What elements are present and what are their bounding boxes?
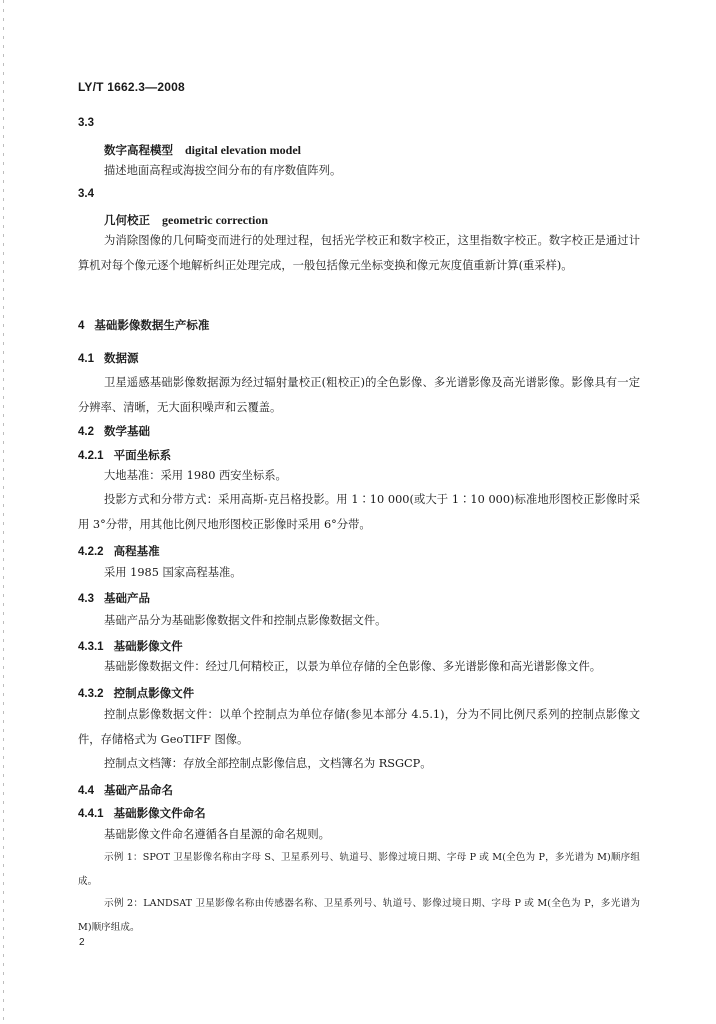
paragraph-4-3-2-file: 控制点影像数据文件：以单个控制点为单位存储(参见本部分 4.5.1)，分为不同比例尺系列的控制点影像文件，存储格式为 GeoTIFF 图像。 (78, 708, 640, 746)
section-heading-4-2: 4.2 数学基础 (78, 424, 150, 438)
example-2: 示例 2：LANDSAT 卫星影像名称由传感器名称、卫星系列号、轨道号、影像过境日期、字母 P 或 M(全色为 P，多光谱为 M)顺序组成。 (78, 898, 640, 933)
page-number: 2 (79, 937, 85, 948)
definition-3-4: 为消除图像的几何畸变而进行的处理过程，包括光学校正和数字校正，这里指数字校正。数字校正是通过计算机对每个像元逐个地解析纠正处理完成，一般包括像元坐标变换和像元灰度值重新计算(重采样)。 (78, 234, 640, 272)
paragraph-4-2-1-projection: 投影方式和分带方式：采用高斯-克吕格投影。用 1∶10 000(或大于 1∶10 000)标准地形图校正影像时采用 3°分带，用其他比例尺地形图校正影像时采用 6°分带。 (78, 493, 640, 531)
paragraph-4-1: 卫星遥感基础影像数据源为经过辐射量校正(粗校正)的全色影像、多光谱影像及高光谱影像。影像具有一定分辨率、清晰，无大面积噪声和云覆盖。 (78, 376, 640, 414)
example-1: 示例 1：SPOT 卫星影像名称由字母 S、卫星系列号、轨道号、影像过境日期、字母 P 或 M(全色为 P，多光谱为 M)顺序组成。 (78, 852, 640, 887)
term-zh: 几何校正 (104, 213, 150, 227)
section-heading-4-3-1: 4.3.1 基础影像文件 (78, 639, 183, 653)
paragraph-4-3-2-catalog: 控制点文档簿：存放全部控制点影像信息，文档簿名为 RSGCP。 (104, 757, 432, 770)
clause-number-3-4: 3.4 (78, 188, 94, 200)
standard-code-header: LY/T 1662.3—2008 (78, 80, 185, 94)
section-heading-4-2-2: 4.2.2 高程基准 (78, 544, 160, 558)
term-3-4 (104, 212, 268, 228)
clause-number-3-3: 3.3 (78, 117, 94, 129)
section-heading-4-4-1: 4.4.1 基础影像文件命名 (78, 806, 206, 820)
term-3-3 (104, 142, 301, 158)
term-zh: 数字高程模型 (104, 143, 173, 157)
section-heading-4-3: 4.3 基础产品 (78, 591, 150, 605)
section-heading-4-4: 4.4 基础产品命名 (78, 783, 173, 797)
definition-3-3: 描述地面高程或海拔空间分布的有序数值阵列。 (104, 164, 342, 177)
term-en: geometric correction (162, 213, 269, 227)
paragraph-4-4-1: 基础影像文件命名遵循各自星源的命名规则。 (104, 828, 330, 841)
paragraph-4-2-1-datum: 大地基准：采用 1980 西安坐标系。 (104, 469, 287, 482)
section-heading-4: 4 基础影像数据生产标准 (78, 318, 210, 332)
section-heading-4-1: 4.1 数据源 (78, 351, 139, 365)
paragraph-4-3-1: 基础影像数据文件：经过几何精校正，以景为单位存储的全色影像、多光谱影像和高光谱影像文件。 (104, 660, 602, 673)
paragraph-4-3: 基础产品分为基础影像数据文件和控制点影像数据文件。 (104, 614, 387, 627)
term-en: digital elevation model (185, 143, 301, 157)
scan-edge-line (3, 0, 4, 1024)
paragraph-4-2-2: 采用 1985 国家高程基准。 (104, 566, 242, 579)
section-heading-4-2-1: 4.2.1 平面坐标系 (78, 448, 172, 462)
section-heading-4-3-2: 4.3.2 控制点影像文件 (78, 686, 195, 700)
